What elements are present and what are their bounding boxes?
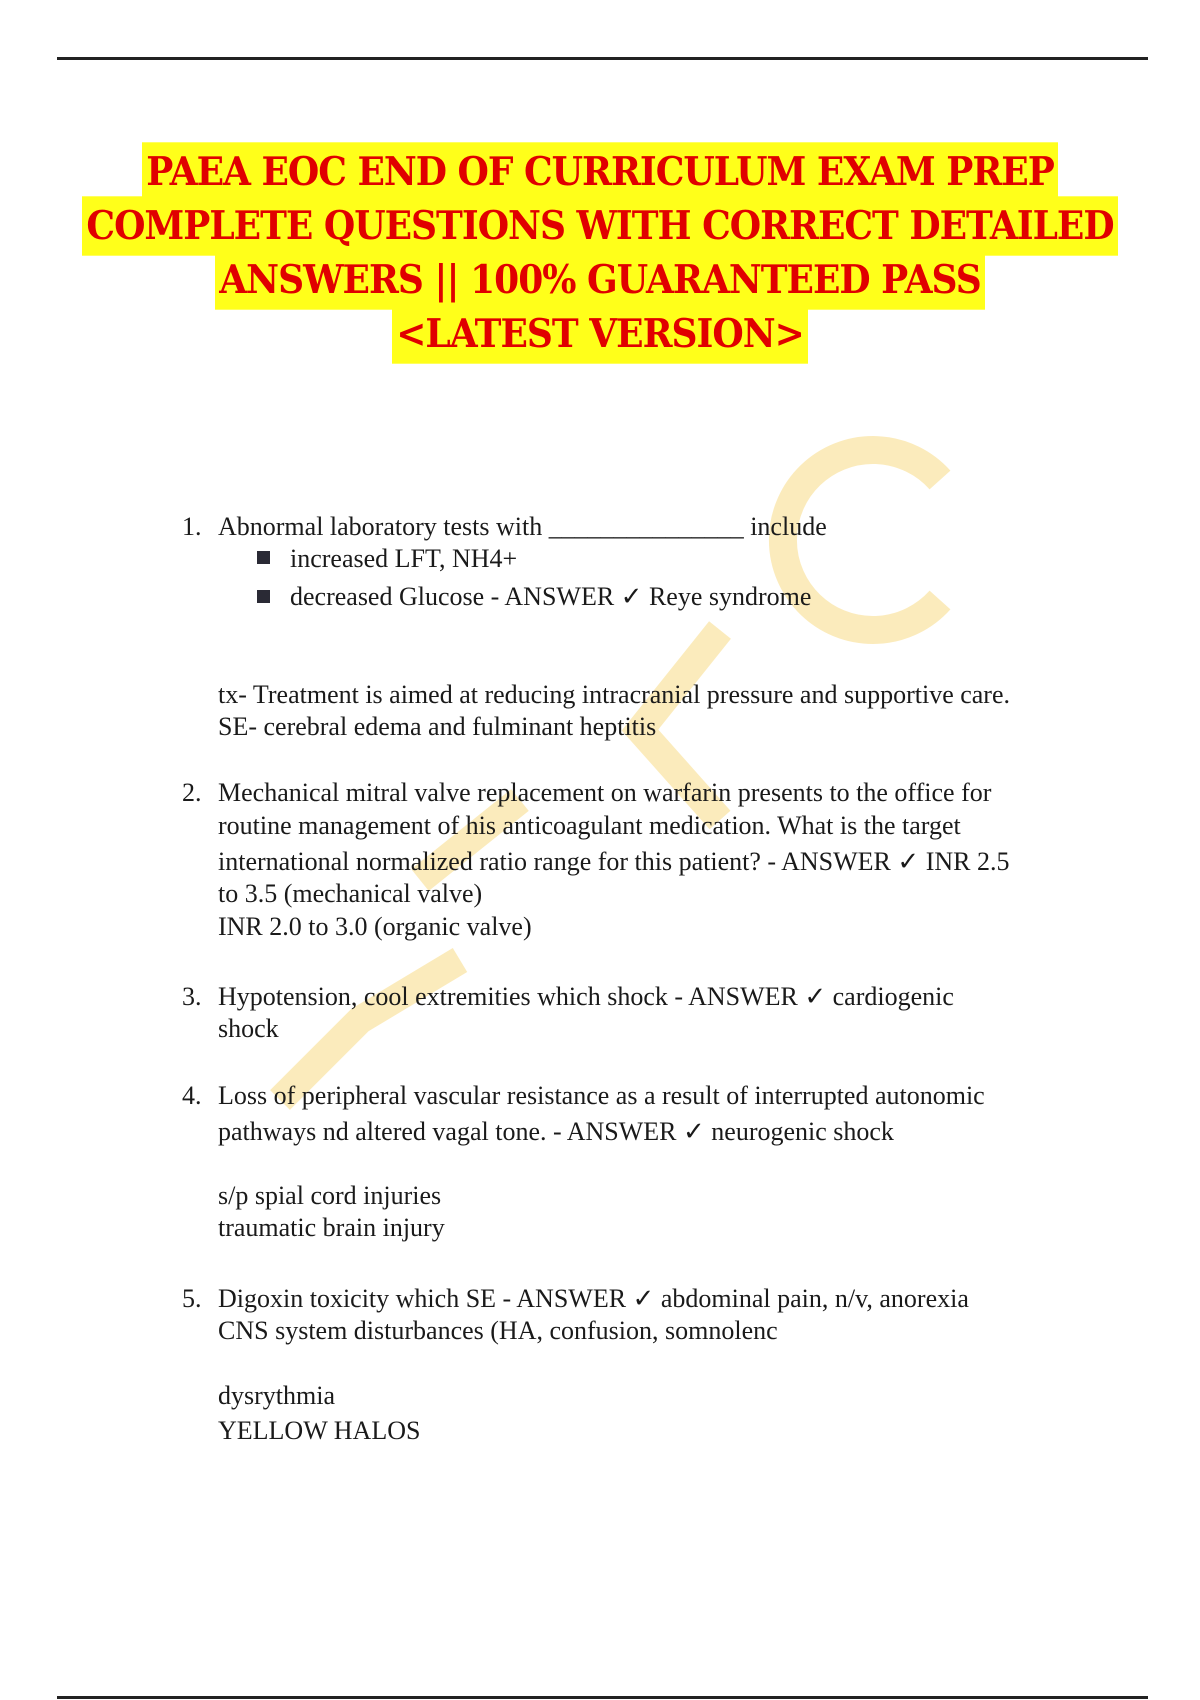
question-number: 2.	[182, 778, 202, 807]
question-text: pathways nd altered vagal tone. - ANSWER ✓ neurogenic shock	[218, 1117, 894, 1146]
note-text: dysrythmia	[218, 1381, 335, 1410]
question-text: international normalized ratio range for this patient? - ANSWER ✓ INR 2.5	[218, 847, 1010, 876]
question-text: Loss of peripheral vascular resistance as a result of interrupted autonomic	[218, 1081, 985, 1110]
title-line: <LATEST VERSION>	[392, 304, 808, 363]
footer-rule	[57, 1696, 1148, 1699]
question-text: Digoxin toxicity which SE - ANSWER ✓ abdominal pain, n/v, anorexia	[218, 1284, 969, 1313]
bullet-item: increased LFT, NH4+	[290, 544, 518, 573]
bullet-square-icon	[257, 551, 270, 564]
question-text: Mechanical mitral valve replacement on warfarin presents to the office for	[218, 778, 992, 807]
question-number: 5.	[182, 1284, 202, 1313]
note-text: YELLOW HALOS	[218, 1416, 421, 1445]
title-line: ANSWERS || 100% GUARANTEED PASS	[215, 250, 985, 309]
question-number: 4.	[182, 1081, 202, 1110]
note-text: tx- Treatment is aimed at reducing intracranial pressure and supportive care.	[218, 680, 1011, 709]
header-rule	[57, 57, 1148, 60]
question-text: CNS system disturbances (HA, confusion, somnolenc	[218, 1316, 778, 1345]
question-text: Hypotension, cool extremities which shock - ANSWER ✓ cardiogenic	[218, 982, 954, 1011]
question-text: shock	[218, 1014, 279, 1043]
bullet-item: decreased Glucose - ANSWER ✓ Reye syndrome	[290, 582, 812, 611]
title-line: COMPLETE QUESTIONS WITH CORRECT DETAILED	[82, 196, 1117, 255]
question-text: Abnormal laboratory tests with _______________ include	[218, 512, 827, 541]
note-text: SE- cerebral edema and fulminant heptitis	[218, 712, 657, 741]
note-text: traumatic brain injury	[218, 1213, 445, 1242]
question-text: to 3.5 (mechanical valve)	[218, 879, 483, 908]
note-text: s/p spial cord injuries	[218, 1181, 442, 1210]
document-title	[0, 145, 1200, 361]
question-number: 1.	[182, 512, 202, 541]
title-line: PAEA EOC END OF CURRICULUM EXAM PREP	[142, 142, 1058, 201]
question-text: INR 2.0 to 3.0 (organic valve)	[218, 912, 532, 941]
question-text: routine management of his anticoagulant medication. What is the target	[218, 811, 961, 840]
question-number: 3.	[182, 982, 202, 1011]
bullet-square-icon	[257, 590, 270, 603]
